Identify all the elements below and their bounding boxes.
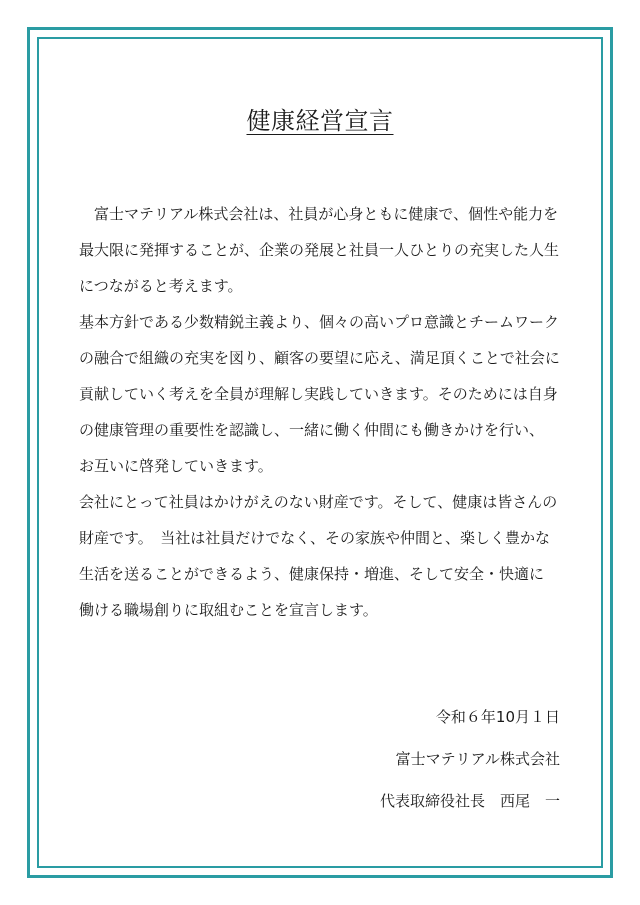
body-line: 財産です。 当社は社員だけでなく、その家族や仲間と、楽しく豊かな (79, 529, 551, 547)
document-title: 健康経営宣言 (246, 107, 394, 135)
body-line: につながると考えます。 (79, 277, 243, 295)
representative-name: 代表取締役社長 西尾 一 (379, 792, 560, 810)
body-line: 最大限に発揮することが、企業の発展と社員一人ひとりの充実した人生 (79, 241, 560, 259)
company-name: 富士マテリアル株式会社 (395, 750, 560, 768)
document-title-block (0, 104, 640, 138)
body-line: 会社にとって社員はかけがえのない財産です。そして、健康は皆さんの (79, 493, 558, 511)
body-line: 生活を送ることができるよう、健康保持・増進、そして安全・快適に (79, 565, 545, 583)
body-line: の健康管理の重要性を認識し、一緒に働く仲間にも働きかけを行い、 (79, 421, 545, 439)
body-line: 貢献していく考えを全員が理解し実践していきます。そのためには自身 (79, 385, 558, 403)
signature-block (260, 696, 560, 822)
body-line: の融合で組織の充実を図り、顧客の要望に応え、満足頂くことで社会に (79, 349, 560, 367)
body-line: 富士マテリアル株式会社は、社員が心身ともに健康で、個性や能力を (79, 205, 559, 223)
body-line: 基本方針である少数精鋭主義より、個々の高いプロ意識とチームワーク (79, 313, 560, 331)
body-line: お互いに啓発していきます。 (79, 457, 273, 475)
declaration-body (79, 196, 579, 628)
declaration-date: 令和６年10月１日 (435, 708, 560, 726)
body-line: 働ける職場創りに取組むことを宣言します。 (79, 601, 378, 619)
